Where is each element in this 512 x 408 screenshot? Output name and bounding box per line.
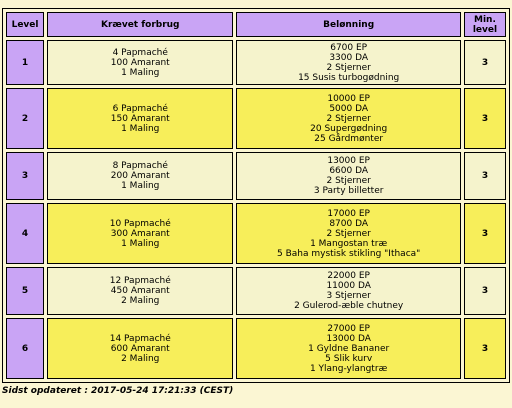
reward-item: 10000 EP: [327, 93, 370, 104]
cell-min-level: 3: [464, 203, 506, 264]
header-min-level-label: Min. level: [472, 14, 498, 35]
cell-cost: [47, 318, 233, 379]
reward-item: 1 Mangostan træ: [310, 238, 388, 249]
reward-item: 6700 EP: [330, 42, 368, 53]
cost-item: 8 Papmaché: [112, 161, 168, 171]
cell-reward: [236, 88, 460, 149]
cell-reward: [236, 267, 460, 315]
reward-item: 1 Ylang-ylangtræ: [309, 363, 388, 374]
cell-min-level: 3: [464, 152, 506, 200]
cost-item: 2 Maling: [121, 353, 160, 364]
cell-reward: [236, 318, 460, 379]
header-cost: Krævet forbrug: [47, 12, 233, 37]
reward-item: 3300 DA: [329, 52, 369, 63]
cost-item: 200 Amarant: [110, 171, 170, 181]
table-row: [6, 318, 506, 379]
reward-item: 27000 EP: [327, 323, 370, 334]
cell-level: 2: [6, 88, 44, 149]
reward-item: 20 Supergødning: [310, 123, 388, 134]
reward-item: 2 Gulerod-æble chutney: [294, 301, 404, 311]
cell-level: 5: [6, 267, 44, 315]
reward-item: 15 Susis turbogødning: [298, 72, 400, 83]
cell-cost: [47, 152, 233, 200]
cell-cost: [47, 40, 233, 85]
cost-item: 1 Maling: [121, 238, 160, 249]
cost-item: 6 Papmaché: [112, 103, 168, 114]
reward-item: 22000 EP: [327, 271, 370, 281]
cell-level: 3: [6, 152, 44, 200]
cell-level: 1: [6, 40, 44, 85]
reward-item: 1 Gyldne Bananer: [308, 343, 390, 354]
cost-item: 100 Amarant: [110, 57, 170, 68]
reward-item: 3 Party billetter: [313, 186, 384, 196]
cost-item: 1 Maling: [121, 67, 160, 78]
cell-min-level: 3: [464, 267, 506, 315]
cost-item: 10 Papmaché: [109, 218, 171, 229]
cell-level: 6: [6, 318, 44, 379]
cell-cost: [47, 88, 233, 149]
cost-item: 4 Papmaché: [112, 47, 168, 58]
reward-item: 3 Stjerner: [326, 291, 371, 301]
reward-item: 2 Stjerner: [326, 176, 371, 186]
reward-item: 6600 DA: [329, 166, 369, 176]
cell-reward: [236, 40, 460, 85]
table-row: [6, 267, 506, 315]
header-min-level: [464, 12, 506, 37]
cell-reward: [236, 203, 460, 264]
table-header-row: [6, 12, 506, 37]
reward-item: 8700 DA: [329, 218, 369, 229]
last-updated: Sidst opdateret : 2017-05-24 17:21:33 (CEST): [2, 386, 234, 396]
cost-item: 150 Amarant: [110, 113, 170, 124]
table-row: [6, 40, 506, 85]
cost-item: 1 Maling: [121, 123, 160, 134]
cost-item: 12 Papmaché: [109, 276, 171, 286]
table-row: [6, 88, 506, 149]
cell-reward: [236, 152, 460, 200]
reward-item: 17000 EP: [327, 208, 370, 219]
reward-item: 25 Gårdmønter: [314, 133, 384, 144]
cost-item: 1 Maling: [121, 181, 160, 191]
reward-item: 5 Baha mystisk stikling "Ithaca": [277, 248, 421, 259]
reward-item: 5 Slik kurv: [325, 353, 373, 364]
cell-cost: [47, 203, 233, 264]
cost-item: 600 Amarant: [110, 343, 170, 354]
reward-item: 11000 DA: [326, 281, 371, 291]
table-row: [6, 203, 506, 264]
table-body: [6, 40, 506, 379]
level-table: [2, 8, 510, 383]
cell-level: 4: [6, 203, 44, 264]
reward-item: 2 Stjerner: [326, 228, 371, 239]
header-reward: Belønning: [236, 12, 460, 37]
cost-item: 300 Amarant: [110, 228, 170, 239]
reward-item: 13000 EP: [327, 156, 370, 166]
cell-cost: [47, 267, 233, 315]
reward-item: 5000 DA: [329, 103, 369, 114]
reward-item: 13000 DA: [326, 333, 371, 344]
cell-min-level: 3: [464, 318, 506, 379]
reward-item: 2 Stjerner: [326, 113, 371, 124]
cell-min-level: 3: [464, 88, 506, 149]
cell-min-level: 3: [464, 40, 506, 85]
cost-item: 450 Amarant: [110, 286, 170, 296]
cost-item: 2 Maling: [121, 296, 160, 306]
cost-item: 14 Papmaché: [109, 333, 171, 344]
table-row: [6, 152, 506, 200]
header-level: Level: [6, 12, 44, 37]
reward-item: 2 Stjerner: [326, 62, 371, 73]
